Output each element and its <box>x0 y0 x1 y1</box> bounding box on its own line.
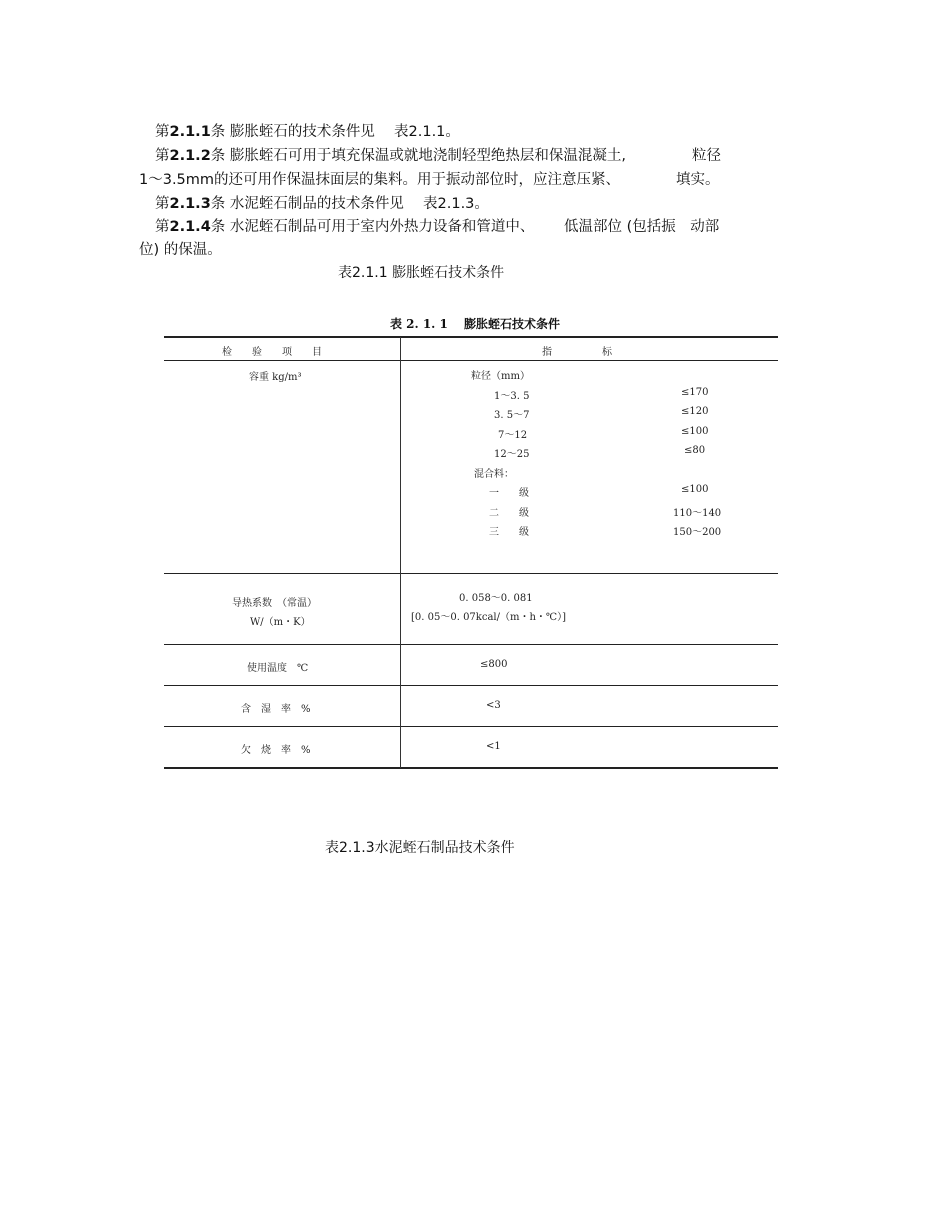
density-line: 粒径（mm） <box>471 371 530 382</box>
density-line: 7～12 <box>498 430 528 441</box>
density-value: ≤170 <box>681 387 709 398</box>
clause-2-1-3: 第2.1.3条 水泥蛭石制品的技术条件见 表2.1.3。 <box>155 196 489 212</box>
table-row-rule <box>164 726 778 727</box>
underburn-value: <1 <box>486 741 501 752</box>
density-value: ≤100 <box>681 484 709 495</box>
header-test-item: 检 验 项 目 <box>222 347 322 358</box>
clause-2-1-2: 第2.1.2条 膨胀蛭石可用于填充保温或就地浇制轻型绝热层和保温混凝土, <box>155 148 627 164</box>
table-2-1-1-caption: 表2.1.1 膨胀蛭石技术条件 <box>338 265 505 281</box>
table-bottom-rule <box>164 767 778 769</box>
clause-2-1-2-line2-end: 填实。 <box>676 172 720 188</box>
density-line: 3. 5～7 <box>494 410 530 421</box>
density-value: 150～200 <box>673 527 722 538</box>
table-top-rule <box>164 336 778 338</box>
table-2-1-3-caption: 表2.1.3水泥蛭石制品技术条件 <box>325 840 515 856</box>
density-value: 110～140 <box>673 508 722 519</box>
clause-2-1-4: 第2.1.4条 水泥蛭石制品可用于室内外热力设备和管道中、 <box>155 219 535 235</box>
table-column-divider <box>400 337 401 768</box>
row-moisture-label: 含 湿 率 % <box>241 704 311 715</box>
density-line: 三 级 <box>489 527 529 538</box>
moisture-value: <3 <box>486 700 501 711</box>
row-temperature-label: 使用温度 ℃ <box>247 663 309 674</box>
row-underburn-label: 欠 烧 率 % <box>241 745 311 756</box>
clause-2-1-2-line2: 1～3.5mm的还可用作保温抹面层的集料。用于振动部位时，应注意压紧、 <box>139 172 621 188</box>
density-value: ≤80 <box>684 445 706 456</box>
conductivity-value: 0. 058～0. 081 <box>459 593 533 604</box>
clause-2-1-2-tail: 粒径 <box>692 148 721 164</box>
temperature-value: ≤800 <box>480 659 508 670</box>
clause-2-1-4-tail: 低温部位 (包括振 动部 <box>564 219 720 235</box>
clause-2-1-4-line2: 位) 的保温。 <box>139 242 222 258</box>
row-density-label: 容重 kg/m³ <box>249 372 302 383</box>
density-value: ≤120 <box>681 406 709 417</box>
table-row-rule <box>164 573 778 574</box>
density-line: 一 级 <box>489 488 529 499</box>
density-line: 1～3. 5 <box>494 391 530 402</box>
table-row-rule <box>164 685 778 686</box>
table-title: 表 2. 1. 1 膨胀蛭石技术条件 <box>389 317 561 331</box>
density-line: 二 级 <box>489 508 529 519</box>
header-index: 指 标 <box>542 347 612 358</box>
table-header-rule <box>164 360 778 361</box>
row-conductivity-label: 导热系数 （常温） <box>232 598 317 609</box>
density-value: ≤100 <box>681 426 709 437</box>
table-row-rule <box>164 644 778 645</box>
row-conductivity-unit: W/（m・K） <box>250 617 311 628</box>
density-line: 12～25 <box>494 449 530 460</box>
conductivity-value-kcal: [0. 05～0. 07kcal/（m・h・℃）] <box>411 612 566 623</box>
density-line: 混合料： <box>474 469 514 480</box>
clause-2-1-1: 第2.1.1条 膨胀蛭石的技术条件见 表2.1.1。 <box>155 124 460 140</box>
